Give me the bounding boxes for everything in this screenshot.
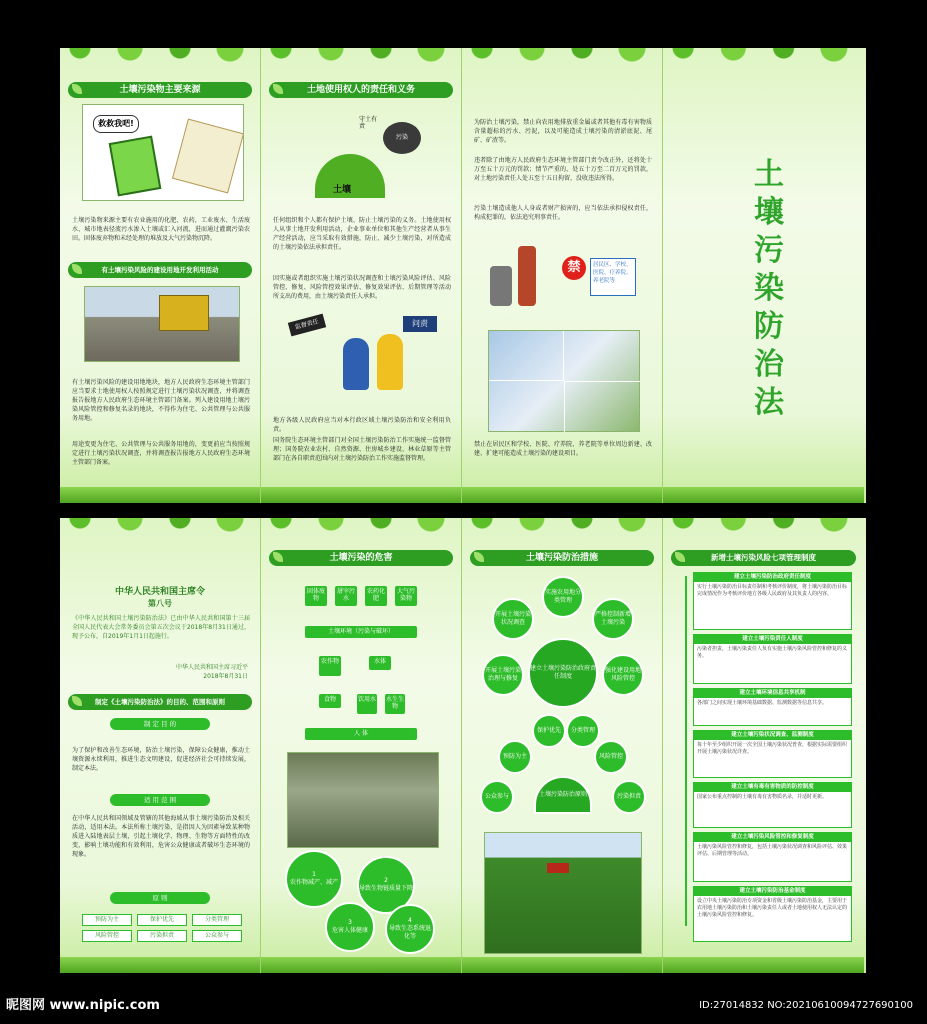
hazard-circle: 2 导致生物链质量下降: [357, 856, 415, 914]
principle-circle: 预防为主: [498, 740, 532, 774]
order-signature: 中华人民共和国主席习近平: [175, 664, 248, 671]
ban-icon: 禁: [562, 256, 586, 280]
speech-bubble: 救救我吧!: [93, 115, 139, 133]
prohibition-text-4: 禁止在居民区和学校、医院、疗养院、养老院等单位周边新建、改建、扩建可能造成土壤污染的建设项目。: [474, 441, 652, 457]
cover-title: 土壤污染防治法: [754, 157, 784, 420]
pollution-scroll: [172, 119, 244, 194]
system-box: 建立土壤污染防治基金制度 设立中央土壤污染防治专项资金和省级土壤污染防治基金，主要用于农用地土壤污染防治和土壤污染责任人或者土地使用权人无法认定的土壤污染风险管控和修复。: [693, 886, 852, 942]
official-figure-1: [343, 338, 369, 390]
cartoon-polluted-soil: [82, 104, 244, 201]
factory-figure: [490, 266, 512, 306]
measures-center: 建立土壤污染防治政府责任制度: [528, 638, 598, 708]
leaf-border: [462, 48, 662, 78]
system-box: 建立土壤污染状况调查、监测制度 每十年至少组织开展一次全国土壤污染状况普查，根据实际需要组织开展土壤污染状况详查。: [693, 730, 852, 778]
panel-presidential-order: [60, 518, 261, 973]
sprout-icon: [474, 552, 484, 562]
section-header-measures: 土壤污染防治措施: [470, 550, 654, 566]
grass-border: [663, 957, 864, 973]
timeline-line: [685, 576, 687, 926]
section-header-systems: 新增土壤污染风险七项管理制度: [671, 550, 856, 566]
order-number: 第八号: [148, 599, 172, 608]
flow-source: 大气污染物: [395, 586, 417, 606]
photo-buildings: [488, 330, 640, 432]
hazard-circle: 4 导致生态系统退化等: [385, 904, 435, 954]
principle-circle: 保护优先: [532, 714, 566, 748]
photo-school: [564, 381, 640, 432]
tractor: [547, 863, 569, 873]
measure-circle: 实施农用地分类管理: [542, 576, 584, 618]
pollution-cloud: 污染: [383, 122, 421, 154]
leaf-border: [60, 48, 260, 78]
section-header-duty: 土地使用权人的责任和义务: [269, 82, 453, 98]
leaf-border: [60, 518, 260, 548]
measure-circle: 强化建设用地风险管控: [602, 654, 644, 696]
photo-hospital: [489, 331, 564, 381]
system-box: 建立土壤污染责任人制度 污染者担责，土壤污染责任人负有实施土壤污染风险管控和修复的义务。: [693, 634, 852, 684]
panel-measures: [462, 518, 663, 973]
risk-land-text-2: 用途变更为住宅、公共管理与公共服务用地的，变更前应当按照规定进行土壤污染状况调查，并将调查报告报地方人民政府生态环境主管部门备案。: [72, 441, 250, 466]
flow-human: 人 体: [305, 728, 417, 740]
system-box: 建立土壤有毒有害物质的防控制度 国家公布重点控制的土壤有毒有害物质名录，并适时更新。: [693, 782, 852, 828]
subheader-principles: 原 则: [110, 892, 210, 904]
panel-pollution-sources: [60, 48, 261, 503]
image-id: ID:27014832 NO:20210610094727690100: [699, 1000, 913, 1011]
sprout-icon: [72, 84, 82, 94]
panel-cover: [663, 48, 864, 503]
soil-character: [109, 136, 162, 197]
supervision-label: 监督责任: [288, 314, 326, 337]
flow-food: 食物: [319, 694, 341, 708]
subheader-purpose: 制 定 目 的: [110, 718, 210, 730]
flow-water: 水体: [369, 656, 391, 670]
duty-text-1: 任何组织和个人都有保护土壤、防止土壤污染的义务。土地使用权人从事土地开发利用活动，企业事业单位和其他生产经营者从事生产经营活动，应当采取有效措施，防止、减少土壤污染，对所造成的土壤污染依法承担责任。: [273, 217, 451, 251]
prohibition-text-2: 违者除了由地方人民政府生态环境主管部门责令改正外，还将处十万至五十万元的罚款；情节严重的，处五十万至二百万元的罚款，对土地污染责任人处五至十五日拘留，没收违法所得。: [474, 157, 652, 182]
leaf-border: [462, 518, 662, 548]
flow-crops: 农作物: [319, 656, 341, 676]
chimney-figure: [518, 246, 536, 306]
principle-tag: 保护优先: [137, 914, 187, 926]
hazard-circle: 1 农作物减产、减产: [285, 850, 343, 908]
system-box: 建立土壤环境信息共享机制 各部门之间实现土壤环境基础数据、监测数据等信息共享。: [693, 688, 852, 726]
sources-text: 土壤污染物来源主要有农业施用的化肥、农药，工业废水、生活废水、城市地表径流污水渗入土壤或汇入河流，进而通过灌溉污染农田。固体废弃物和未经处理的堆放及大气污染物沉降。: [72, 217, 250, 242]
flow-source: 屠宰污水: [335, 586, 357, 606]
official-figure-2: [377, 334, 403, 390]
guard-label: 守土有责: [359, 116, 378, 130]
sprout-icon: [72, 696, 82, 706]
sprout-icon: [72, 264, 82, 274]
cartoon-accountability: [285, 310, 443, 400]
flow-source: 农药化肥: [365, 586, 387, 606]
system-box: 建立土壤污染风险管控和修复制度 土壤污染风险管控和修复，包括土壤污染状况调查和风险评估、效果评估、后期管理等活动。: [693, 832, 852, 882]
order-text: 《中华人民共和国土壤污染防治法》已由中华人民共和国第十三届全国人民代表大会常务委员会第五次会议于2018年8月31日通过，现予公布，自2019年1月1日起施行。: [72, 615, 250, 640]
purpose-text: 为了保护和改善生态环境，防治土壤污染，保障公众健康，推动土壤资源永续利用，推进生态文明建设，促进经济社会可持续发展，制定本法。: [72, 747, 250, 772]
cartoon-guard-soil: [301, 108, 425, 200]
grass-border: [663, 487, 864, 503]
photo-polluted-field: [287, 752, 439, 848]
ban-list: 居民区、学校、医院、疗养院、养老院等: [590, 258, 636, 296]
risk-land-text-1: 有土壤污染风险的建设用地地块，地方人民政府生态环境主管部门应当要求土地使用权人按照规定进行土壤污染状况调查，并将调查报告报地方人民政府生态环境主管部门备案。列入建设用地土壤污染风险管控和修复名录的地块，不得作为住宅、公共管理与公共服务用地。: [72, 379, 250, 422]
prohibition-text-1: 为防治土壤污染，禁止向农用地排放重金属或者其他有毒有害物质含量超标的污水、污泥，以及可能造成土壤污染的清淤底泥、尾矿、矿渣等。: [474, 119, 652, 144]
measure-circle: 开展土壤污染治理与修复: [482, 654, 524, 696]
section-header-sources: 土壤污染物主要来源: [68, 82, 252, 98]
principle-circle: 公众参与: [480, 780, 514, 814]
principle-tag: 预防为主: [82, 914, 132, 926]
sprout-icon: [273, 552, 283, 562]
grass-border: [261, 957, 461, 973]
principle-tag: 公众参与: [192, 930, 242, 942]
principles-center: 土壤污染防治原则: [534, 776, 592, 814]
soil-label: 土壤: [333, 185, 352, 195]
flow-source: 固体废物: [305, 586, 327, 606]
system-box: 建立土壤污染防治政府责任制度 实行土壤污染防治目标责任制和考核评价制度，将土壤污染防治目标完成情况作为考核评价地方各级人民政府及其负责人的内容。: [693, 572, 852, 630]
duty-text-3: 地方各级人民政府应当对本行政区域土壤污染防治和安全利用负责。: [273, 417, 451, 433]
flow-aquatic-life: 水生生物: [385, 694, 405, 714]
watermark-logo: 昵图网 www.nipic.com: [6, 998, 160, 1013]
grass-border: [60, 487, 260, 503]
photo-landfill: [84, 286, 240, 362]
leaf-border: [261, 518, 461, 548]
duty-text-2: 因实施或者组织实施土壤污染状况调查和土壤污染风险评估、风险管控、修复、风险管控效果评估、修复效果评估、后期管理等活动所支出的费用，由土壤污染责任人承担。: [273, 275, 451, 300]
measure-circle: 开展土壤污染状况调查: [492, 598, 534, 640]
order-date: 2018年8月31日: [203, 673, 248, 680]
sprout-icon: [273, 84, 283, 94]
order-title: 中华人民共和国主席令: [114, 587, 205, 597]
flow-drinking-water: 饮用水: [357, 694, 377, 714]
duty-text-4: 国务院生态环境主管部门对全国土壤污染防治工作实施统一监督管理；国务院农业农村、自然资源、住房城乡建设、林业草原等主管部门在各自职责范围内对土壤污染防治工作实施监督管理。: [273, 437, 451, 462]
leaf-border: [261, 48, 461, 78]
panel-land-user-duty: [261, 48, 462, 503]
measure-circle: 严格控制新增土壤污染: [592, 598, 634, 640]
grass-border: [462, 487, 662, 503]
sprout-icon: [675, 552, 685, 562]
leaf-border: [663, 518, 864, 548]
hazard-circle: 3 危害人体健康: [325, 902, 375, 952]
scope-text: 在中华人民共和国领域及管辖的其他海域从事土壤污染防治及相关活动，适用本法。本法所称土壤污染，是指因人为因素导致某种物质进入陆地表层土壤，引起土壤化学、物理、生物等方面特性的改变，影响土壤功能和有效利用，危害公众健康或者破坏生态环境的现象。: [72, 815, 250, 858]
leaf-border: [663, 48, 864, 78]
brochure-outer-side: [60, 48, 866, 503]
principle-tag: 污染担责: [137, 930, 187, 942]
grass-border: [462, 957, 662, 973]
panel-hazards: [261, 518, 462, 973]
panel-management-systems: [663, 518, 864, 973]
principle-circle: 污染担责: [612, 780, 646, 814]
section-header-purpose: 制定《土壤污染防治法》的目的、范围和原则: [68, 694, 252, 710]
bulldozer: [159, 295, 209, 331]
accountability-label: 问责: [403, 316, 437, 332]
brochure-inner-side: [60, 518, 866, 973]
cartoon-ban-sign: [488, 236, 638, 318]
section-header-hazards: 土壤污染的危害: [269, 550, 453, 566]
principle-tag: 风险管控: [82, 930, 132, 942]
grass-border: [261, 487, 461, 503]
photo-farmland: [484, 832, 642, 954]
principle-tag: 分类管理: [192, 914, 242, 926]
subheader-scope: 适 用 范 围: [110, 794, 210, 806]
grass-border: [60, 957, 260, 973]
flow-soil: 土壤环境（污染与破坏）: [305, 626, 417, 638]
principle-circle: 分类管理: [566, 714, 600, 748]
principle-circle: 风险管控: [594, 740, 628, 774]
section-header-risk-land: 有土壤污染风险的建设用地开发利用活动: [68, 262, 252, 278]
panel-prohibitions: [462, 48, 663, 503]
prohibition-text-3: 污染土壤造成他人人身或者财产损害的，应当依法承担侵权责任，构成犯罪的，依法追究刑事责任。: [474, 205, 652, 221]
